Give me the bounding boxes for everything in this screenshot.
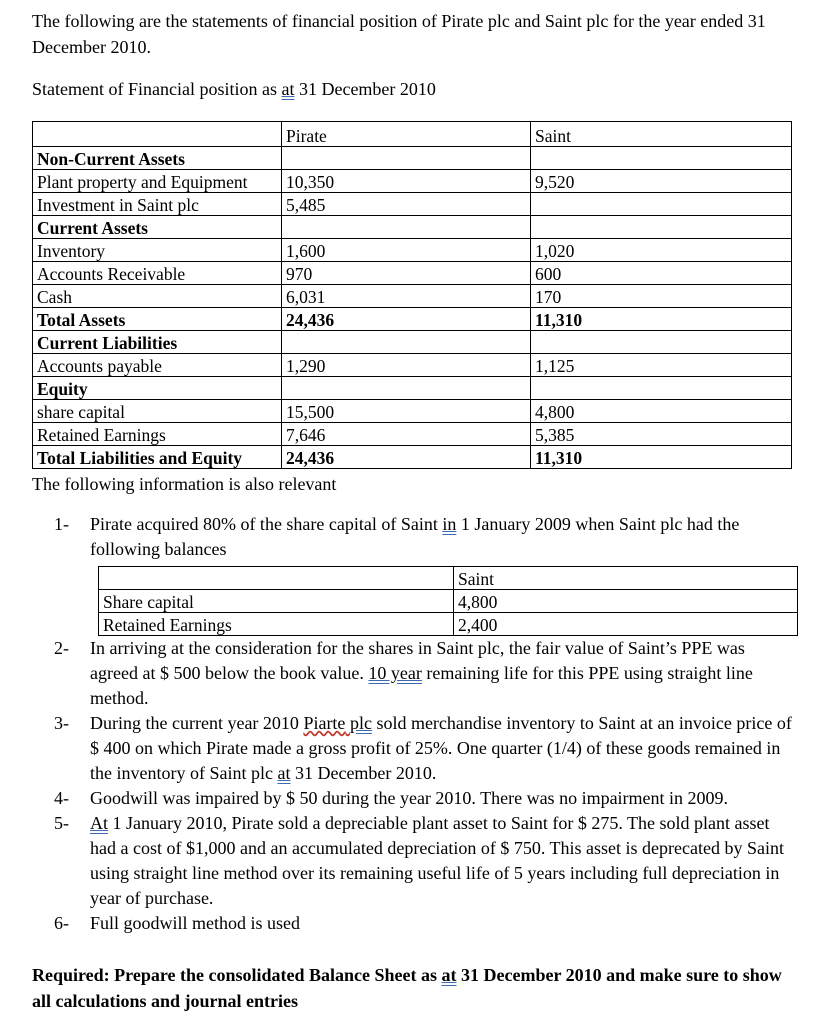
list-item [36, 711, 796, 786]
item-text-ten-year: 10 year [368, 663, 422, 683]
item-text: During the current year 2010 [90, 713, 304, 733]
row-saint [531, 193, 792, 216]
row-label: Total Liabilities and Equity [33, 446, 282, 469]
row-saint: 170 [531, 285, 792, 308]
item-text: Full goodwill method is used [90, 913, 301, 933]
row-pirate: 970 [282, 262, 531, 285]
table-row [99, 567, 798, 590]
row-saint: 600 [531, 262, 792, 285]
row-label: Accounts Receivable [33, 262, 282, 285]
row-label: Total Assets [33, 308, 282, 331]
list-item [36, 911, 796, 936]
table-row [33, 308, 792, 331]
row-pirate: 10,350 [282, 170, 531, 193]
item-text: sold merchandise inventory to Saint at an invoice price of $ 400 on which Pirate made a gross profit of 25%. One quarter (1/4) of these goods remained in the inventory of Saint plc [90, 713, 792, 783]
table-row [33, 331, 792, 354]
row-saint [531, 331, 792, 354]
item-text: Pirate acquired 80% of the share capital of Saint [90, 514, 443, 534]
row-pirate: 6,031 [282, 285, 531, 308]
table-row [33, 285, 792, 308]
row-label: Current Liabilities [33, 331, 282, 354]
required-at-word: at [441, 965, 457, 985]
list-item [36, 636, 796, 711]
item-number: 3- [54, 713, 69, 733]
row-saint: 5,385 [531, 423, 792, 446]
row-label: Current Assets [33, 216, 282, 239]
row-pirate: 24,436 [282, 446, 531, 469]
table-row [33, 216, 792, 239]
row-label: Retained Earnings [33, 423, 282, 446]
row-label: Share capital [99, 590, 454, 613]
table-row [99, 590, 798, 613]
statement-heading [32, 78, 802, 101]
heading-text-before: Statement of Financial position as [32, 79, 282, 99]
row-saint: 9,520 [531, 170, 792, 193]
list-item [36, 811, 796, 911]
row-saint [531, 147, 792, 170]
header-blank-cell [99, 567, 454, 590]
row-label: Inventory [33, 239, 282, 262]
row-pirate: 1,600 [282, 239, 531, 262]
row-saint: 4,800 [531, 400, 792, 423]
item-text-in: in [442, 514, 457, 534]
row-pirate: 7,646 [282, 423, 531, 446]
item-number: 4- [54, 788, 69, 808]
table-header-row [33, 122, 792, 147]
row-saint: 4,800 [454, 590, 798, 613]
list-item [36, 512, 796, 636]
row-pirate: 24,436 [282, 308, 531, 331]
acquisition-balances-table [98, 566, 798, 636]
item-text: In arriving at the consideration for the shares in Saint plc, the fair value of Saint’s PPE was agreed at $ 500 below the book value. [90, 638, 745, 683]
item-number: 1- [54, 514, 69, 534]
header-blank-cell [33, 122, 282, 147]
item-number: 2- [54, 638, 69, 658]
row-label: share capital [33, 400, 282, 423]
row-pirate [282, 216, 531, 239]
item-number: 6- [54, 913, 69, 933]
row-label: Cash [33, 285, 282, 308]
row-label: Plant property and Equipment [33, 170, 282, 193]
table-row [33, 170, 792, 193]
item-text-at: at [277, 763, 291, 783]
item-text: Goodwill was impaired by $ 50 during the year 2010. There was no impairment in 2009. [90, 788, 729, 808]
item-text: 31 December 2010. [290, 763, 437, 783]
table-row [33, 377, 792, 400]
item-text-plc: plc [349, 713, 372, 733]
item-text-at: At [90, 813, 108, 833]
table-row [33, 446, 792, 469]
item-text-piarte: Piarte [303, 713, 346, 733]
table-row [33, 193, 792, 216]
table-row [33, 239, 792, 262]
required-text: 31 December 2010 and make sure to show all calculations and journal entries [32, 965, 782, 1012]
row-pirate: 1,290 [282, 354, 531, 377]
row-label: Investment in Saint plc [33, 193, 282, 216]
required-text: Required: Prepare the consolidated Balance Sheet as [32, 965, 442, 985]
row-pirate [282, 147, 531, 170]
table-row [33, 354, 792, 377]
header-saint: Saint [531, 122, 792, 147]
row-pirate: 15,500 [282, 400, 531, 423]
heading-at-word: at [281, 79, 295, 99]
information-list [36, 512, 796, 936]
row-label: Retained Earnings [99, 613, 454, 636]
row-saint: 2,400 [454, 613, 798, 636]
row-saint: 1,020 [531, 239, 792, 262]
table-row [33, 147, 792, 170]
row-saint [531, 216, 792, 239]
table-row [33, 423, 792, 446]
table-row [99, 613, 798, 636]
also-relevant-text: The following information is also relevant [32, 474, 337, 494]
row-label: Non-Current Assets [33, 147, 282, 170]
row-label: Accounts payable [33, 354, 282, 377]
row-pirate [282, 377, 531, 400]
row-saint [531, 377, 792, 400]
heading-text-after: 31 December 2010 [294, 79, 436, 99]
row-pirate: 5,485 [282, 193, 531, 216]
item-text: remaining life for this PPE using straight line method. [90, 663, 753, 708]
row-saint: 11,310 [531, 446, 792, 469]
item-text: 1 January 2010, Pirate sold a depreciable plant asset to Saint for $ 275. The sold plant asset had a cost of $1,000 and an accumulated depreciation of $ 750. This asset is deprecated by Saint using straight line method over its remaining useful life of 5 years including full depreciation in year of purchase. [90, 813, 784, 908]
financial-position-table [32, 121, 792, 469]
table-row [33, 262, 792, 285]
row-saint: 11,310 [531, 308, 792, 331]
header-saint: Saint [454, 567, 798, 590]
list-item [36, 786, 796, 811]
row-saint: 1,125 [531, 354, 792, 377]
intro-paragraph: The following are the statements of financial position of Pirate plc and Saint plc for the year ended 31 December 2010. [32, 11, 766, 58]
row-label: Equity [33, 377, 282, 400]
header-pirate: Pirate [282, 122, 531, 147]
table-row [33, 400, 792, 423]
required-instruction [32, 962, 802, 1014]
item-number: 5- [54, 813, 69, 833]
row-pirate [282, 331, 531, 354]
item-text: 1 January 2009 when Saint plc had the following balances [90, 514, 740, 559]
